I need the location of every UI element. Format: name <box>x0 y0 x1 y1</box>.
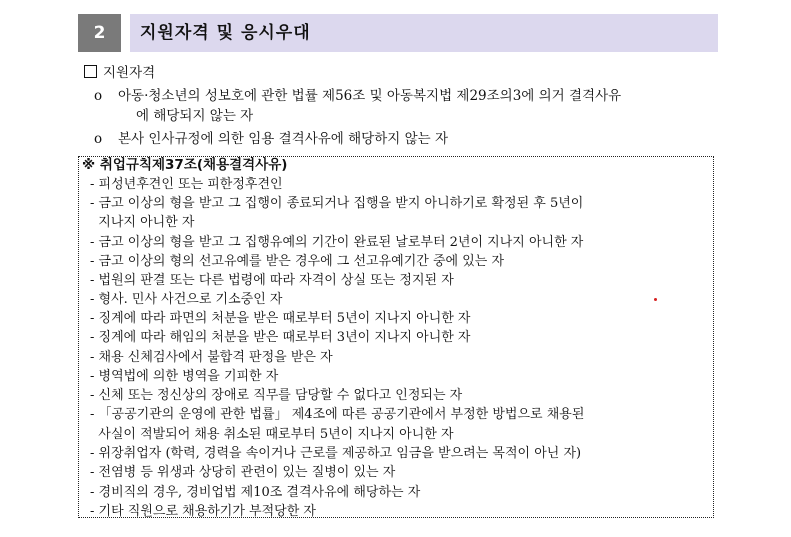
rule-line: - 형사. 민사 사건으로 기소중인 자 <box>90 292 283 307</box>
circle-bullet-icon: o <box>94 88 103 104</box>
qualification-item-2 <box>94 130 448 148</box>
qualifications-heading: 지원자격 <box>103 65 156 81</box>
rule-line: - 병역법에 의한 병역을 기피한 자 <box>90 369 279 384</box>
rule-line: - 위장취업자 (학력, 경력을 속이거나 근로를 제공하고 임금을 받으려는 목적이 아닌 자) <box>90 446 582 461</box>
checkbox-icon <box>84 65 97 78</box>
rule-line: - 금고 이상의 형을 받고 그 집행이 종료되거나 집행을 받지 아니하기로 확정된 후 5년이 <box>90 196 584 211</box>
rule-line: - 전염병 등 위생과 상당히 관련이 있는 질병이 있는 자 <box>90 465 396 480</box>
rule-line: - 징계에 따라 파면의 처분을 받은 때로부터 5년이 지나지 아니한 자 <box>90 311 471 326</box>
rule-line: - 피성년후견인 또는 피한정후견인 <box>90 177 283 192</box>
section-number: 2 <box>78 14 121 52</box>
section-title: 지원자격 및 응시우대 <box>130 14 718 52</box>
qualification-text: 아동·청소년의 성보호에 관한 법률 제56조 및 아동복지법 제29조의3에 의거 결격사유 <box>118 88 622 104</box>
rule-line: - 금고 이상의 형의 선고유예를 받은 경우에 그 선고유예기간 중에 있는 자 <box>90 254 505 269</box>
rule-line: - 경비직의 경우, 경비업법 제10조 결격사유에 해당하는 자 <box>90 485 421 500</box>
qualification-item-1 <box>94 87 621 105</box>
rule-line: - 「공공기관의 운영에 관한 법률」 제4조에 따른 공공기관에서 부정한 방법으로 채용된 <box>90 407 585 422</box>
red-dot-mark <box>654 298 657 301</box>
rule-line: - 금고 이상의 형을 받고 그 집행유예의 기간이 완료된 날로부터 2년이 지나지 아니한 자 <box>90 235 584 250</box>
rule-line: - 채용 신체검사에서 불합격 판정을 받은 자 <box>90 350 333 365</box>
rule-line: - 징계에 따라 해임의 처분을 받은 때로부터 3년이 지나지 아니한 자 <box>90 330 471 345</box>
qualification-text: 본사 인사규정에 의한 임용 결격사유에 해당하지 않는 자 <box>118 131 448 147</box>
qualifications-heading-line <box>84 64 155 82</box>
qualification-item-1-cont: 에 해당되지 않는 자 <box>136 108 254 124</box>
rule-line: - 신체 또는 정신상의 장애로 직무를 담당할 수 없다고 인정되는 자 <box>90 388 463 403</box>
rule-line: - 기타 직원으로 채용하기가 부적당한 자 <box>90 504 316 519</box>
rule-line: - 법원의 판결 또는 다른 법령에 따라 자격이 상실 또는 정지된 자 <box>90 273 454 288</box>
circle-bullet-icon: o <box>94 131 103 147</box>
section-header <box>78 14 718 52</box>
rule-line: 사실이 적발되어 채용 취소된 때로부터 5년이 지나지 아니한 자 <box>90 427 454 442</box>
rule-line: 지나지 아니한 자 <box>90 215 195 230</box>
rules-title: ※ 취업규칙제37조(채용결격사유) <box>82 157 288 173</box>
